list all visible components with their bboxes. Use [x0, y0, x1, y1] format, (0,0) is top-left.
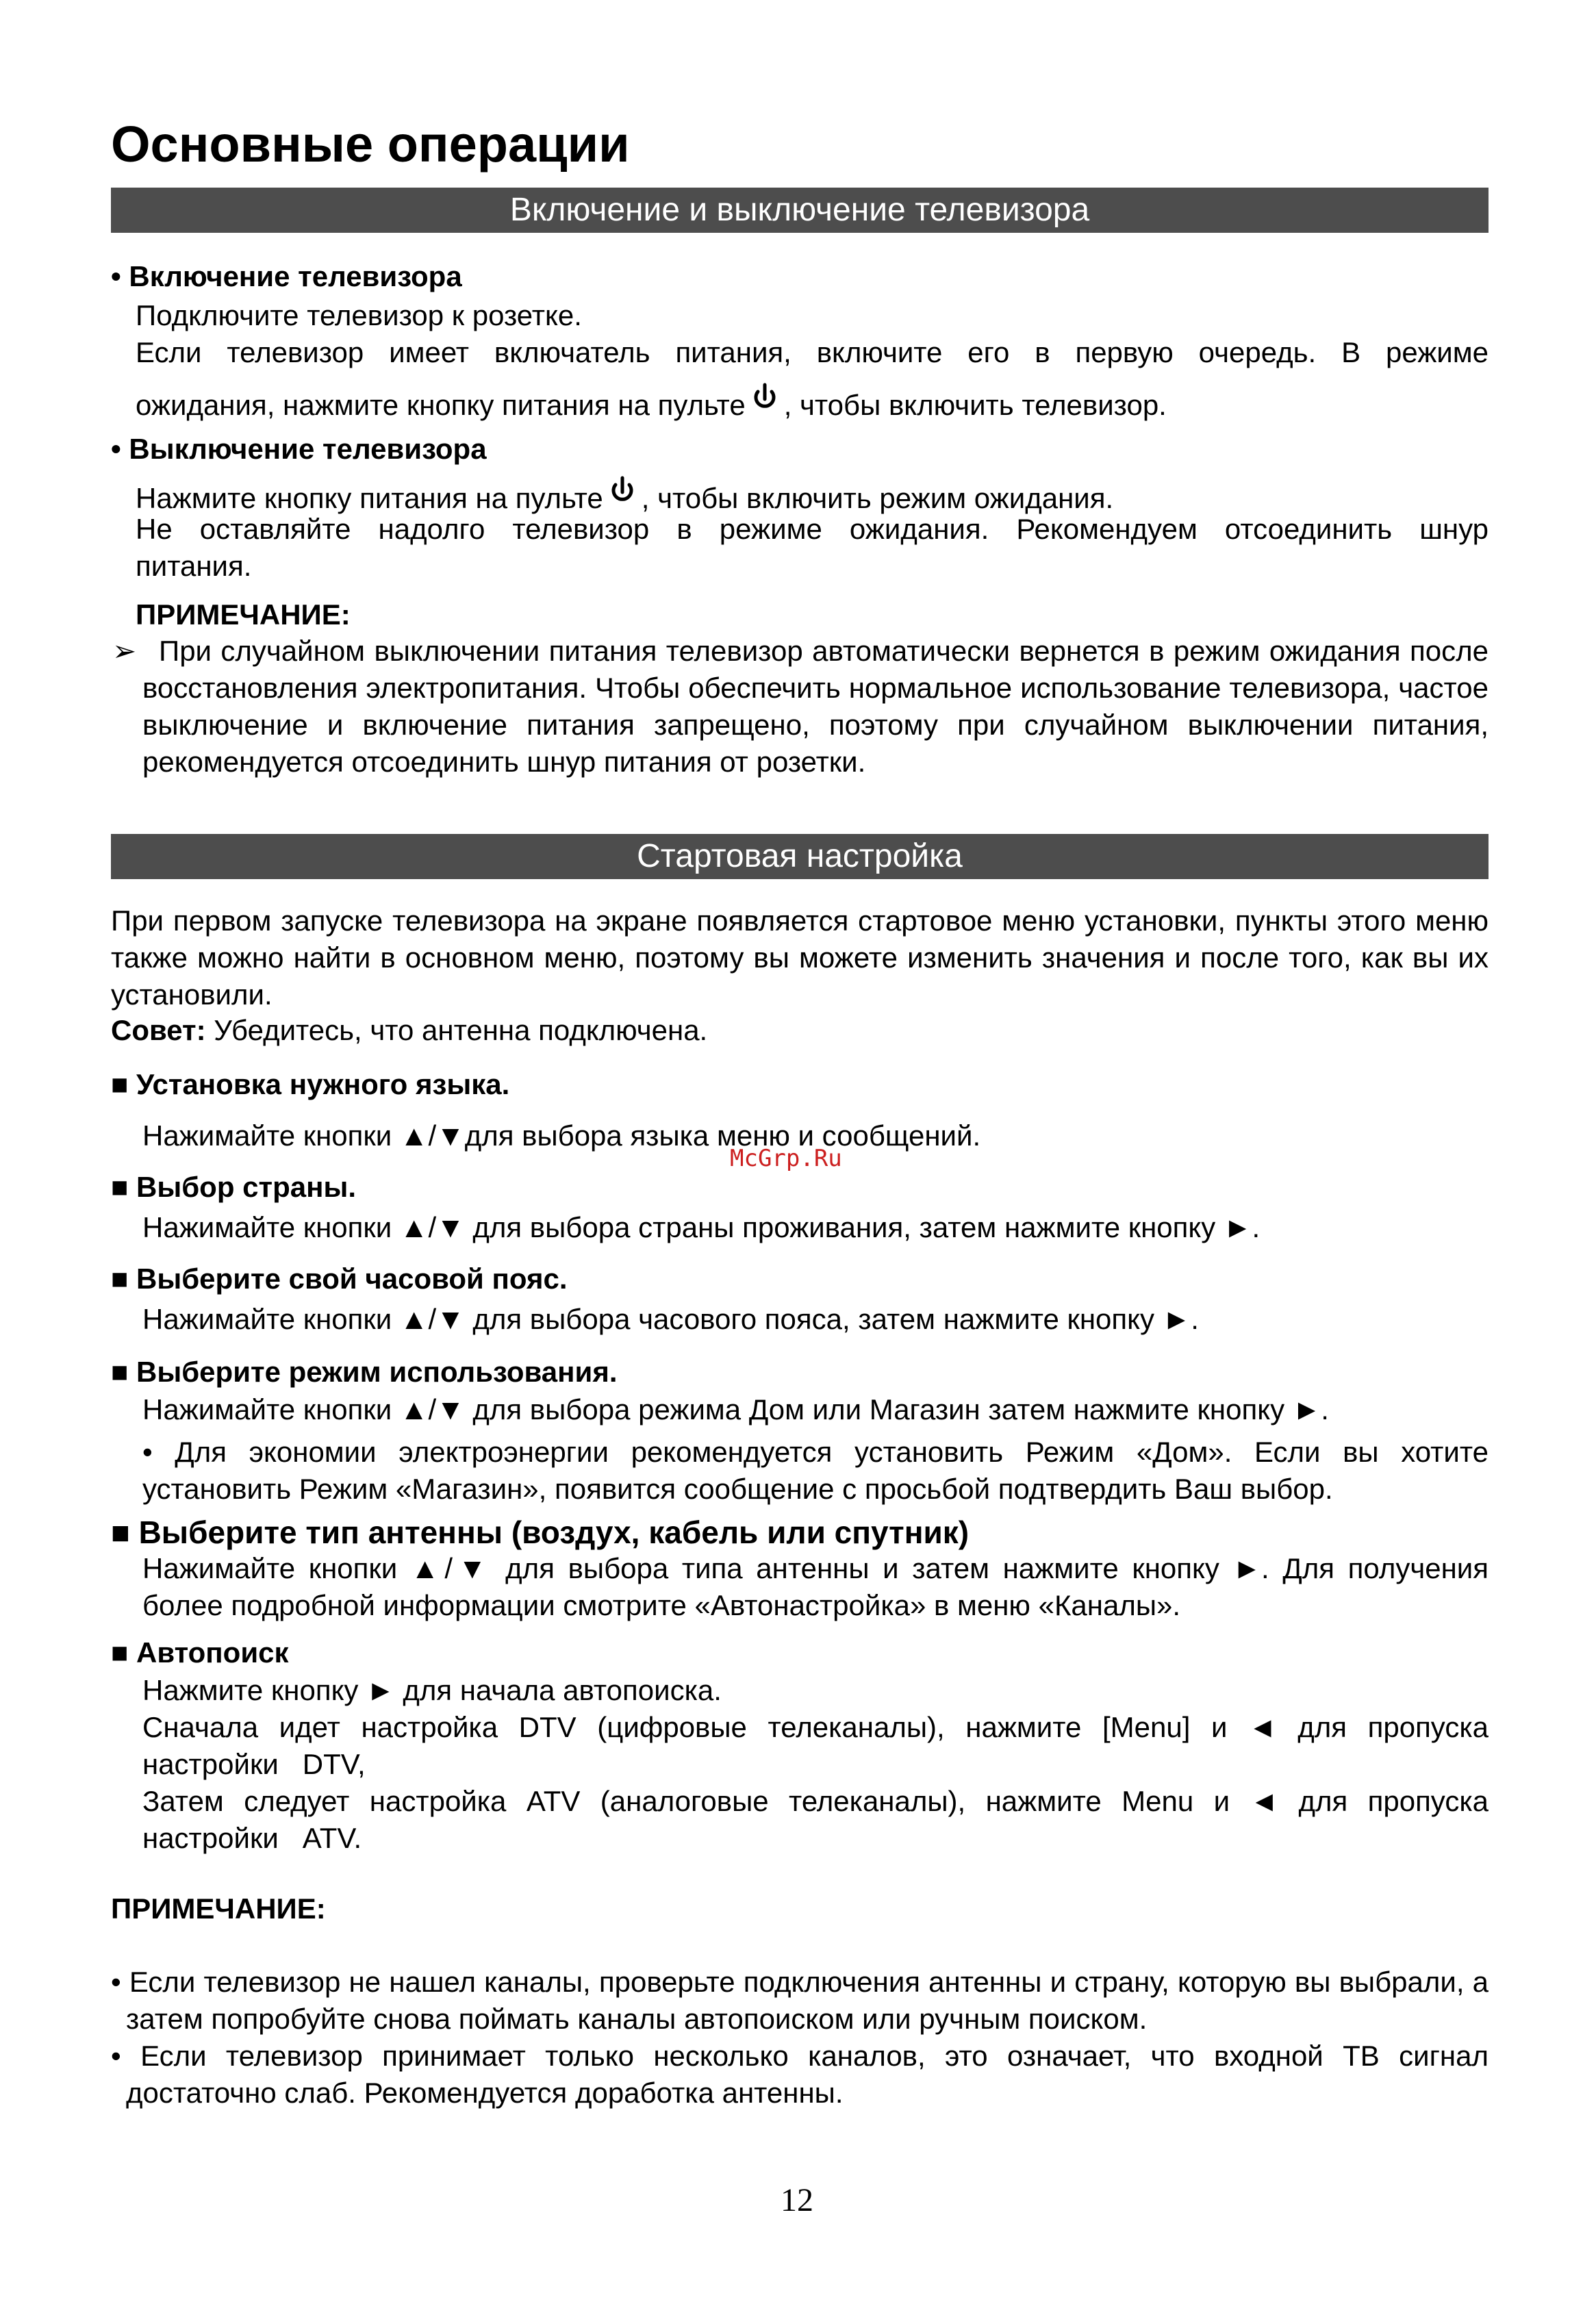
page-number: 12 — [781, 2182, 813, 2218]
power-off-line-1-start: Нажмите кнопку питания на пульте — [136, 482, 603, 514]
section-header-power: Включение и выключение телевизора — [111, 188, 1489, 233]
autosearch-line-4: Затем следует настройка ATV (аналоговые телеканалы), нажмите Menu и ◄ для пропуска — [142, 1785, 1489, 1817]
power-icon — [750, 381, 780, 416]
tip-label: Совет: — [111, 1014, 206, 1046]
autosearch-heading: ■ Автопоиск — [111, 1636, 289, 1669]
note-item-2: • Если телевизор принимает только несколько каналов, это означает, что входной ТВ сигнал достаточно слаб. Рекомендуется доработка антенны. — [111, 2040, 1489, 2109]
language-text: Нажимайте кнопки ▲/▼для выбора языка меню и сообщений. — [142, 1119, 981, 1152]
power-on-line-3-start: ожидания, нажмите кнопку питания на пульте — [136, 389, 746, 421]
page-title: Основные операции — [111, 116, 630, 173]
autosearch-line-1: Нажмите кнопку ► для начала автопоиска. — [142, 1674, 722, 1706]
note-text-1: При случайном выключении питания телевизор автоматически вернется в режим ожидания после восстановления электропитания. Чтобы обеспечить нормальное использование телевизора, частое выключение и включение питания запрещено, поэтому при случайном выключении питания, рекомендуется отсоединить шнур питания от розетки. — [142, 635, 1489, 778]
autosearch-line-3: настройки DTV, — [142, 1748, 366, 1780]
watermark: McGrp.Ru — [730, 1145, 842, 1172]
section-header-setup: Стартовая настройка — [111, 834, 1489, 879]
timezone-text: Нажимайте кнопки ▲/▼ для выбора часового пояса, затем нажмите кнопку ►. — [142, 1303, 1199, 1335]
note-arrow-icon: ➢ — [112, 635, 137, 667]
note-item-1: • Если телевизор не нашел каналы, проверьте подключения антенны и страну, которую вы выбрали, а затем попробуйте снова поймать каналы автопоиском или ручным поиском. — [111, 1966, 1489, 2035]
power-off-line-1-end: , чтобы включить режим ожидания. — [641, 482, 1114, 514]
power-off-line-2: Не оставляйте надолго телевизор в режиме ожидания. Рекомендуем отсоединить шнур — [136, 513, 1489, 545]
mode-heading: ■ Выберите режим использования. — [111, 1356, 618, 1388]
power-icon — [607, 474, 637, 509]
power-off-heading: • Выключение телевизора — [111, 433, 487, 465]
country-heading: ■ Выбор страны. — [111, 1171, 357, 1203]
power-on-line-1: Подключите телевизор к розетке. — [136, 299, 582, 331]
note-label-2: ПРИМЕЧАНИЕ: — [111, 1892, 326, 1925]
antenna-text: Нажимайте кнопки ▲/▼ для выбора типа антенны и затем нажмите кнопку ►. Для получения более подробной информации смотрите «Автонастройка» в меню «Каналы». — [142, 1552, 1489, 1621]
country-text: Нажимайте кнопки ▲/▼ для выбора страны проживания, затем нажмите кнопку ►. — [142, 1211, 1261, 1243]
power-on-line-3 — [136, 381, 1167, 424]
note-label-1: ПРИМЕЧАНИЕ: — [136, 598, 351, 631]
tip-text: Убедитесь, что антенна подключена. — [205, 1014, 708, 1046]
power-on-heading: • Включение телевизора — [111, 260, 462, 292]
setup-intro: При первом запуске телевизора на экране появляется стартовое меню установки, пункты этого меню также можно найти в основном меню, поэтому вы можете изменить значения и после того, как вы их установили. — [111, 904, 1489, 1011]
antenna-heading: ■ Выберите тип антенны (воздух, кабель или спутник) — [111, 1515, 970, 1550]
mode-bullet: • Для экономии электроэнергии рекомендуется установить Режим «Дом». Если вы хотите установить Режим «Магазин», появится сообщение с просьбой подтвердить Ваш выбор. — [142, 1436, 1489, 1505]
autosearch-line-2: Сначала идет настройка DTV (цифровые телеканалы), нажмите [Menu] и ◄ для пропуска — [142, 1711, 1489, 1743]
mode-text: Нажимайте кнопки ▲/▼ для выбора режима Дом или Магазин затем нажмите кнопку ►. — [142, 1393, 1329, 1426]
power-on-line-3-end: , чтобы включить телевизор. — [783, 389, 1167, 421]
timezone-heading: ■ Выберите свой часовой пояс. — [111, 1263, 568, 1295]
power-on-line-2: Если телевизор имеет включатель питания, включите его в первую очередь. В режиме — [136, 336, 1489, 368]
power-off-line-3: питания. — [136, 550, 252, 582]
setup-tip — [111, 1012, 707, 1049]
autosearch-line-5: настройки ATV. — [142, 1822, 362, 1854]
language-heading: ■ Установка нужного языка. — [111, 1068, 510, 1100]
